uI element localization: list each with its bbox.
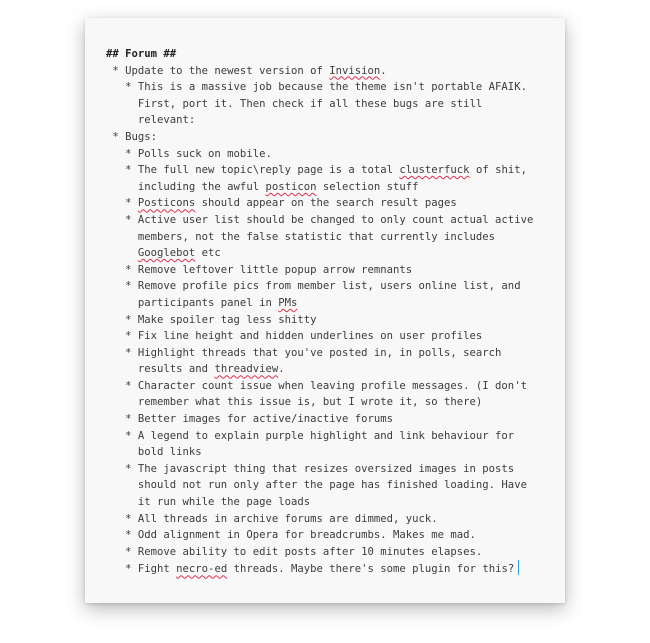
text-segment: * Fix line height and hidden underlines on user profiles <box>106 330 483 343</box>
misspelled-word: PMs <box>278 296 298 309</box>
text-segment <box>106 247 138 259</box>
text-line[interactable] <box>106 378 556 395</box>
text-segment: * Character count issue when leaving profile messages. (I don't <box>106 379 527 392</box>
text-segment: remember what this issue is, but I wrote it, so there) <box>106 396 483 409</box>
text-line[interactable] <box>106 444 556 461</box>
text-segment: of shit, <box>469 164 527 177</box>
text-line[interactable] <box>106 345 556 362</box>
text-segment: participants panel in <box>106 296 279 309</box>
text-segment: * The javascript thing that resizes oversized images in posts <box>106 462 515 475</box>
text-segment: * The full new topic\reply page is a total <box>106 164 400 177</box>
text-segment: relevant: <box>106 114 196 127</box>
text-segment: * Update to the newest version of <box>106 64 330 77</box>
text-line[interactable] <box>106 112 556 129</box>
text-line[interactable] <box>106 411 556 428</box>
misspelled-word: posticon <box>265 180 317 193</box>
text-line[interactable] <box>106 544 556 561</box>
misspelled-word: necro-ed <box>176 563 228 576</box>
text-segment: * A legend to explain purple highlight and link behaviour for <box>106 429 515 442</box>
text-caret <box>518 560 519 575</box>
text-segment: members, not the false statistic that currently includes <box>106 230 496 243</box>
text-segment: * Bugs: <box>106 130 158 143</box>
text-segment: * All threads in archive forums are dimmed, yuck. <box>106 512 438 525</box>
text-line[interactable] <box>106 494 556 511</box>
text-line[interactable] <box>106 79 556 96</box>
text-line[interactable] <box>106 162 556 179</box>
text-segment: * Highlight threads that you've posted in, in polls, search <box>106 346 502 359</box>
text-line[interactable] <box>106 394 556 411</box>
text-line[interactable] <box>106 195 556 212</box>
text-segment: * Remove profile pics from member list, users online list, and <box>106 280 521 293</box>
text-line[interactable] <box>106 312 556 329</box>
text-line[interactable] <box>106 229 556 246</box>
text-segment: results and <box>106 363 215 376</box>
heading-text: ## <box>106 48 126 60</box>
text-segment: selection stuff <box>316 180 419 193</box>
text-segment: * Make spoiler tag less shitty <box>106 313 317 326</box>
text-line[interactable] <box>106 179 556 196</box>
misspelled-word: Invision <box>329 64 381 77</box>
text-line[interactable] <box>106 511 556 528</box>
text-segment: * This is a massive job because the theme isn't portable AFAIK. <box>106 81 527 94</box>
text-segment: threads. Maybe there's some plugin for this? <box>227 563 515 576</box>
text-segment: * Remove ability to edit posts after 10 minutes elapses. <box>106 545 483 558</box>
text-segment: * Odd alignment in Opera for breadcrumbs. Makes me mad. <box>106 529 476 542</box>
text-segment: should not run only after the page has finished loading. Have <box>106 479 527 492</box>
text-segment: * Polls suck on mobile. <box>106 147 272 160</box>
text-line[interactable] <box>106 96 556 113</box>
text-line[interactable] <box>106 477 556 494</box>
text-line[interactable] <box>106 361 556 378</box>
text-line[interactable] <box>106 262 556 279</box>
text-segment: * Active user list should be changed to only count actual active <box>106 213 534 226</box>
text-segment: etc <box>195 247 221 260</box>
text-line[interactable] <box>106 146 556 163</box>
text-line[interactable] <box>106 295 556 312</box>
heading-text: ## <box>157 48 177 60</box>
heading-text: Forum <box>125 48 158 60</box>
text-line[interactable] <box>106 212 556 229</box>
text-line[interactable] <box>106 527 556 544</box>
editor-page <box>85 18 565 603</box>
text-line[interactable] <box>106 461 556 478</box>
text-line[interactable] <box>106 129 556 146</box>
text-line[interactable] <box>106 278 556 295</box>
text-segment: * <box>106 197 138 210</box>
misspelled-word: threadview <box>214 363 279 376</box>
text-segment: * Remove leftover little popup arrow remnants <box>106 263 413 276</box>
heading-line[interactable] <box>106 46 556 63</box>
misspelled-word: Posticons <box>137 197 196 210</box>
text-segment: . <box>278 363 285 376</box>
text-line[interactable] <box>106 63 556 80</box>
text-line[interactable] <box>106 428 556 445</box>
text-segment: should appear on the search result pages <box>195 197 457 210</box>
text-segment: it run while the page loads <box>106 496 311 509</box>
misspelled-word: Googlebot <box>137 247 196 260</box>
document-text-area[interactable] <box>106 46 556 577</box>
text-segment: * Fight <box>106 563 177 576</box>
text-line[interactable] <box>106 560 556 577</box>
text-line[interactable] <box>106 245 556 262</box>
text-segment: * Better images for active/inactive forums <box>106 413 394 426</box>
text-segment: including the awful <box>106 180 266 193</box>
text-segment: First, port it. Then check if all these bugs are still <box>106 97 483 110</box>
text-segment: bold links <box>106 446 202 459</box>
misspelled-word: clusterfuck <box>399 164 470 177</box>
text-segment: . <box>380 64 387 77</box>
text-line[interactable] <box>106 328 556 345</box>
